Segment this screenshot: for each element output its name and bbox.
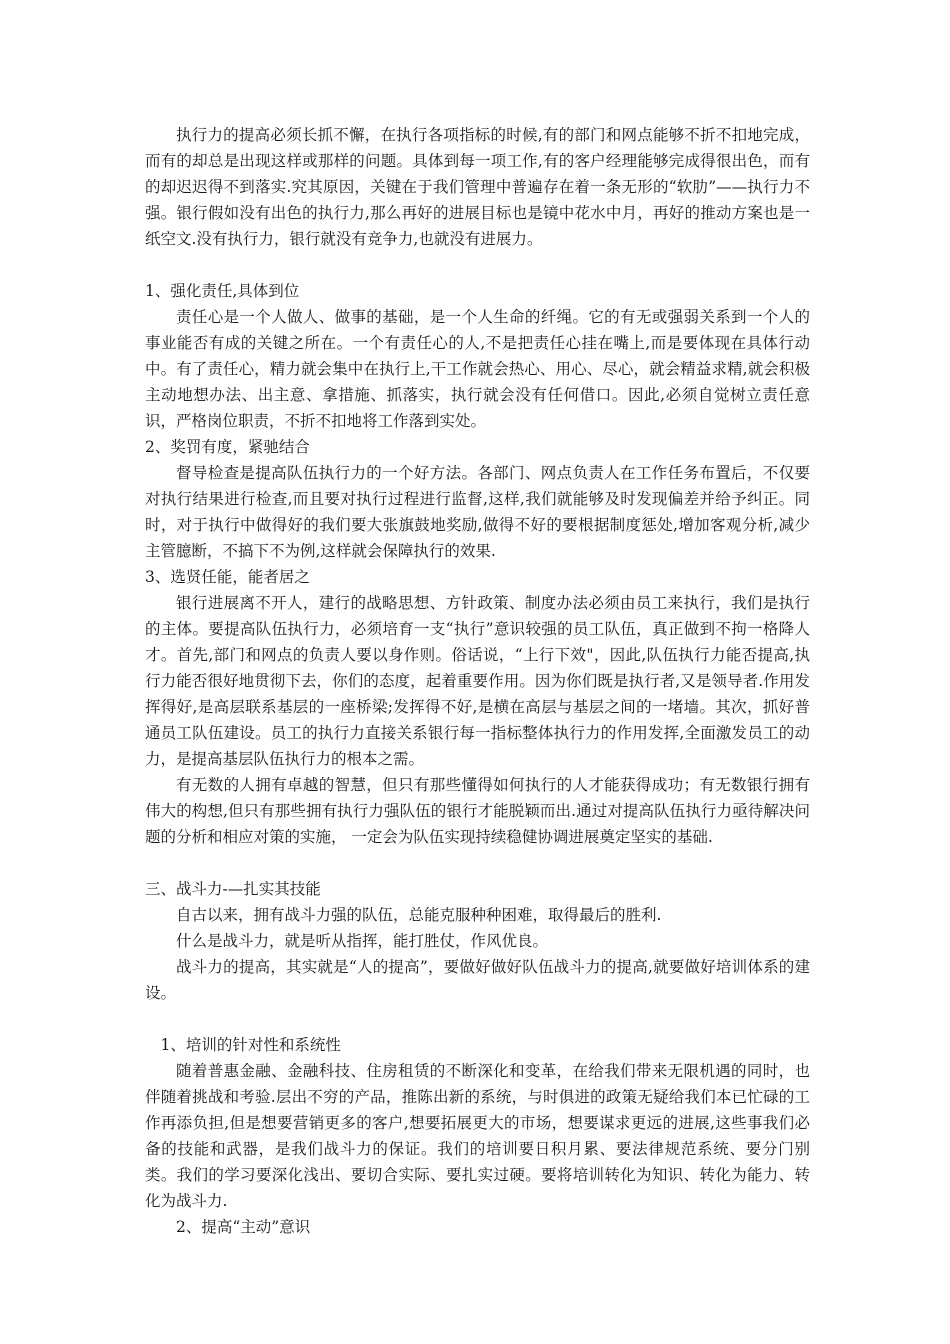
part-3-paragraph-3: 战斗力的提高，其实就是“人的提高”，要做好做好队伍战斗力的提高,就要做好培训体系的建设。	[145, 958, 810, 1002]
part-3-paragraph-1: 自古以来，拥有战斗力强的队伍，总能克服种种困难，取得最后的胜利.	[176, 906, 662, 924]
subsection-2-title: 2、提高“主动”意识	[176, 1218, 311, 1236]
spacer	[145, 1006, 810, 1032]
part-3-paragraph-2: 什么是战斗力，就是听从指挥，能打胜仗，作风优良。	[176, 932, 549, 950]
section-3-body-2: 有无数的人拥有卓越的智慧，但只有那些懂得如何执行的人才能获得成功；有无数银行拥有伟大的构想,但只有那些拥有执行力强队伍的银行才能脱颖而出.通过对提高队伍执行力亟待解决问题的分析和相应对策的实施， 一定会为队伍实现持续稳健协调进展奠定坚实的基础.	[145, 776, 810, 846]
subsection-1-title: 1、培训的针对性和系统性	[160, 1036, 341, 1054]
section-1-title: 1、强化责任,具体到位	[145, 282, 300, 300]
document-body	[145, 122, 810, 1240]
section-3-body-1: 银行进展离不开人，建行的战略思想、方针政策、制度办法必须由员工来执行，我们是执行的主体。要提高队伍执行力，必须培育一支“执行”意识较强的员工队伍，真正做到不拘一格降人才。首先,部门和网点的负责人要以身作则。俗话说，“上行下效"，因此,队伍执行力能否提高,执行力能否很好地贯彻下去，你们的态度，起着重要作用。因为你们既是执行者,又是领导者.作用发挥得好,是高层联系基层的一座桥梁;发挥得不好,是横在高层与基层之间的一堵墙。其次，抓好普通员工队伍建设。员工的执行力直接关系银行每一指标整体执行力的作用发挥,全面激发员工的动力，是提高基层队伍执行力的根本之需。	[145, 594, 810, 768]
spacer	[145, 252, 810, 278]
intro-paragraph: 执行力的提高必须长抓不懈，在执行各项指标的时候,有的部门和网点能够不折不扣地完成，而有的却总是出现这样或那样的问题。具体到每一项工作,有的客户经理能够完成得很出色，而有的却迟迟得不到落实.究其原因，关键在于我们管理中普遍存在着一条无形的“软肋”——执行力不强。银行假如没有出色的执行力,那么再好的进展目标也是镜中花水中月，再好的推动方案也是一纸空文.没有执行力，银行就没有竞争力,也就没有进展力。	[145, 126, 810, 248]
subsection-1-body: 随着普惠金融、金融科技、住房租赁的不断深化和变革，在给我们带来无限机遇的同时，也伴随着挑战和考验.层出不穷的产品，推陈出新的系统，与时俱进的政策无疑给我们本已忙碌的工作再添负担,但是想要营销更多的客户,想要拓展更大的市场，想要谋求更远的进展,这些事我们必备的技能和武器，是我们战斗力的保证。我们的培训要日积月累、要法律规范系统、要分门别类。我们的学习要深化浅出、要切合实际、要扎实过硬。要将培训转化为知识、转化为能力、转化为战斗力.	[145, 1062, 810, 1210]
spacer	[145, 850, 810, 876]
section-2-body: 督导检查是提高队伍执行力的一个好方法。各部门、网点负责人在工作任务布置后，不仅要对执行结果进行检查,而且要对执行过程进行监督,这样,我们就能够及时发现偏差并给予纠正。同时，对于执行中做得好的我们要大张旗鼓地奖励,做得不好的要根据制度惩处,增加客观分析,减少主管臆断，不搞下不为例,这样就会保障执行的效果.	[145, 464, 810, 560]
section-1-body: 责任心是一个人做人、做事的基础，是一个人生命的纤绳。它的有无或强弱关系到一个人的事业能否有成的关键之所在。一个有责任心的人,不是把责任心挂在嘴上,而是要体现在具体行动中。有了责任心，精力就会集中在执行上,干工作就会热心、用心、尽心，就会精益求精,就会积极主动地想办法、出主意、拿措施、抓落实，执行就会没有任何借口。因此,必须自觉树立责任意识，严格岗位职责，不折不扣地将工作落到实处。	[145, 308, 810, 430]
section-3-title: 3、选贤任能，能者居之	[145, 568, 310, 586]
part-3-title: 三、战斗力-—扎实其技能	[145, 880, 321, 898]
section-2-title: 2、奖罚有度，紧驰结合	[145, 438, 310, 456]
